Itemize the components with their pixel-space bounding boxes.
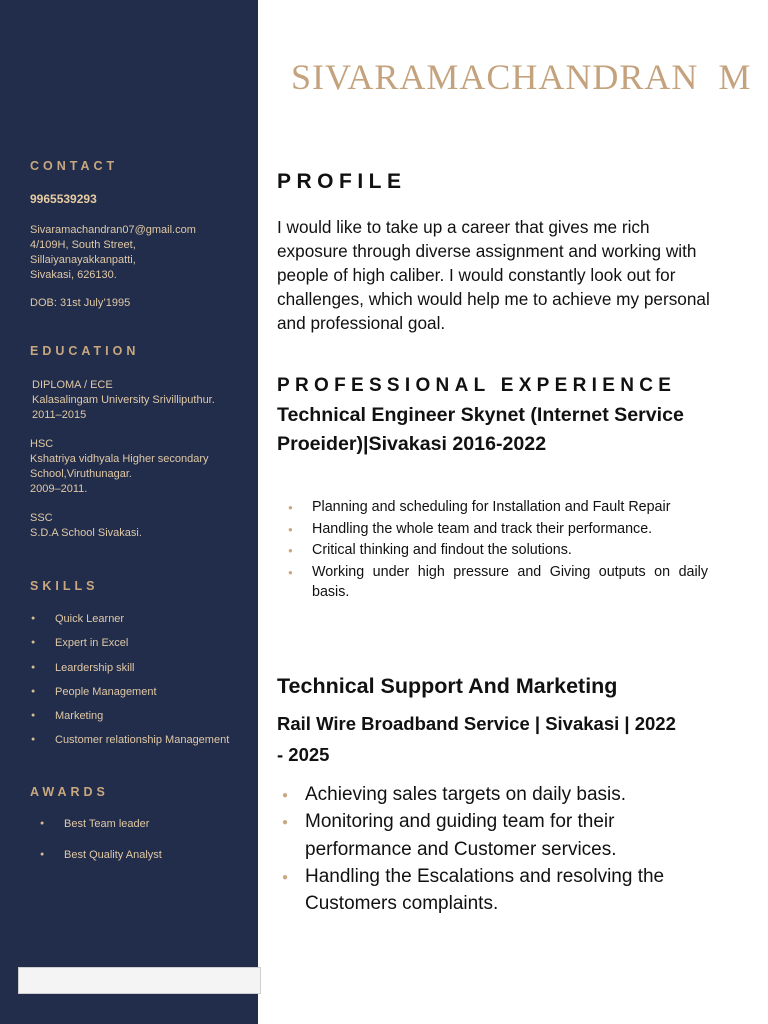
awards-list — [64, 817, 162, 878]
blank-box — [18, 967, 261, 994]
list-item: ● Working under high pressure and Giving outputs on daily basis. — [312, 562, 708, 603]
job2-title: Technical Support And Marketing — [277, 674, 618, 698]
award-item: ● Best Team leader — [64, 817, 162, 848]
education-ssc: SSC S.D.A School Sivakasi. — [30, 512, 142, 539]
contact-phone: 9965539293 — [30, 192, 97, 206]
skill-item: ● People Management — [55, 685, 229, 709]
candidate-name: SIVARAMACHANDRAN M — [291, 57, 752, 97]
list-item: ● Handling the whole team and track their performance. — [312, 519, 708, 540]
list-item: ● Critical thinking and findout the solutions. — [312, 540, 708, 561]
list-item: ● Planning and scheduling for Installation and Fault Repair — [312, 497, 708, 518]
list-item: ● Achieving sales targets on daily basis. — [305, 781, 725, 808]
experience-heading: PROFESSIONAL EXPERIENCE — [277, 375, 677, 396]
job1-bullets — [312, 497, 708, 604]
job2-bullets — [305, 781, 725, 917]
contact-heading: CONTACT — [30, 159, 119, 173]
awards-heading: AWARDS — [30, 785, 109, 799]
job2-subtitle: Rail Wire Broadband Service | Sivakasi | 2022 - 2025 — [277, 713, 676, 765]
list-item: ● Handling the Escalations and resolving the Customers complaints. — [305, 863, 725, 918]
profile-text: I would like to take up a career that gives me rich exposure through diverse assignment and working with people of high caliber. I would constantly look out for challenges, which would help me to achieve my personal and professional goal. — [277, 217, 710, 333]
list-item: ● Monitoring and guiding team for their performance and Customer services. — [305, 808, 725, 863]
award-item: ● Best Quality Analyst — [64, 848, 162, 879]
skill-item: ● Marketing — [55, 709, 229, 733]
education-diploma: DIPLOMA / ECE Kalasalingam University Srivilliputhur. 2011–2015 — [32, 379, 215, 421]
education-hsc: HSC Kshatriya vidhyala Higher secondary School,Viruthunagar. 2009–2011. — [30, 438, 209, 495]
skill-item: ● Customer relationship Management — [55, 733, 229, 757]
contact-details: Sivaramachandran07@gmail.com 4/109H, South Street, Sillaiyanayakkanpatti, Sivakasi, 626130. — [30, 224, 196, 281]
profile-heading: PROFILE — [277, 170, 407, 193]
sidebar — [0, 0, 258, 1024]
skill-item: ● Leardership skill — [55, 661, 229, 685]
skills-heading: SKILLS — [30, 579, 99, 593]
contact-dob: DOB: 31st July’1995 — [30, 297, 131, 309]
job1-title: Technical Engineer Skynet (Internet Service Proeider)|Sivakasi 2016-2022 — [277, 404, 684, 455]
education-heading: EDUCATION — [30, 344, 140, 358]
skill-item: ● Expert in Excel — [55, 636, 229, 660]
skills-list — [55, 612, 229, 758]
skill-item: ● Quick Learner — [55, 612, 229, 636]
